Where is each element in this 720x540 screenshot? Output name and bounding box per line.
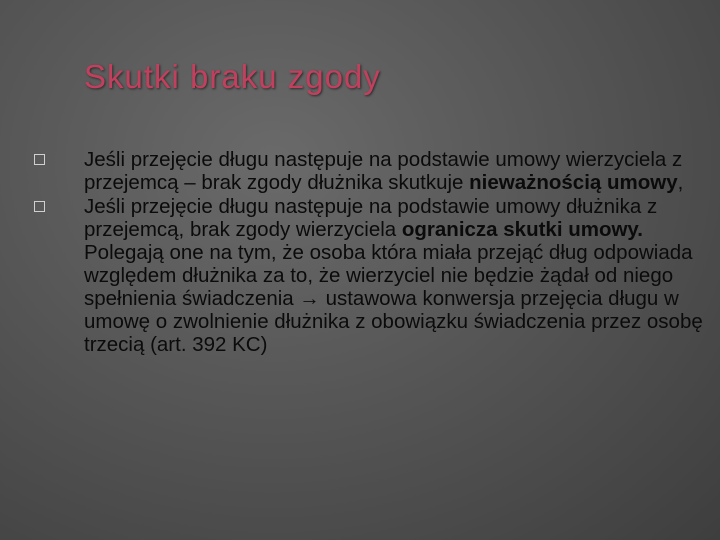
bullet-2-text: Jeśli przejęcie długu następuje na podstawie umowy dłużnika z przejemcą, brak zgody wierzyciela bbox=[84, 195, 658, 241]
bullet-1-text: Jeśli przejęcie długu następuje na podstawie umowy wierzyciela z przejemcą – brak zgody dłużnika skutkuje bbox=[84, 148, 683, 194]
bullet-1-suffix: , bbox=[677, 171, 684, 194]
bullet-1-bold-text: nieważnością umowy bbox=[469, 171, 678, 194]
bullet-2-bold-text: ogranicza skutki umowy. bbox=[401, 218, 644, 241]
bullet-2-continuation: Polegają one na tym, że osoba która miała przejąć dług odpowiada względem dłużnika za to, że wierzyciel nie będzie żądał od niego spełnienia świadczenia bbox=[84, 241, 693, 310]
bullet-item-1 bbox=[34, 148, 706, 194]
slide-title: Skutki braku zgody bbox=[84, 58, 381, 95]
bullet-2-conclusion: ustawowa konwersja przejęcia długu w umowę o zwolnienie dłużnika z obowiązku świadczenia przez osobę trzecią (art. 392 KC) bbox=[84, 287, 703, 356]
bullet-marker-icon bbox=[34, 201, 45, 212]
right-arrow-icon: → bbox=[299, 287, 320, 310]
bullet-list bbox=[34, 148, 706, 356]
bullet-item-2 bbox=[34, 195, 706, 356]
bullet-marker-icon bbox=[34, 154, 45, 165]
